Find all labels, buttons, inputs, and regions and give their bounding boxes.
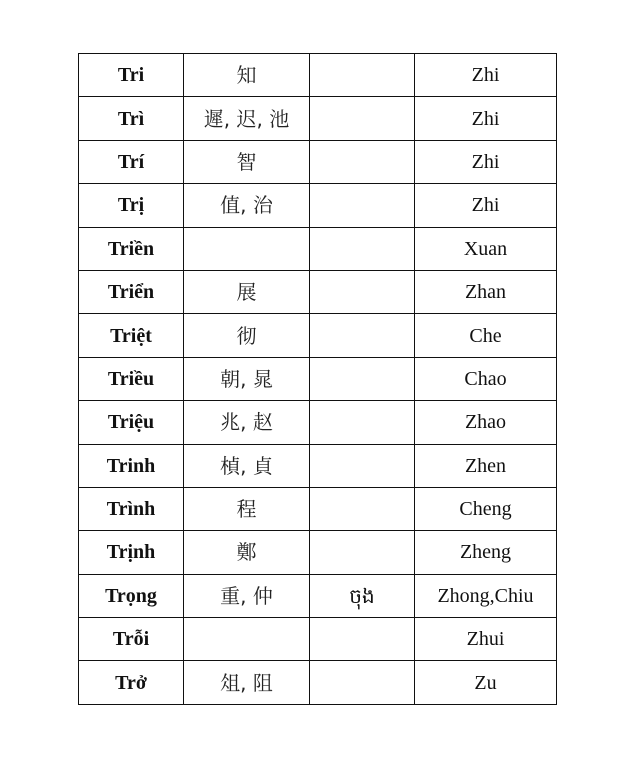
vietnamese-cell: Trình bbox=[79, 487, 184, 530]
vietnamese-cell: Triển bbox=[79, 270, 184, 313]
table-row bbox=[79, 54, 557, 97]
khmer-cell bbox=[310, 54, 415, 97]
chinese-character-cell: 遲, 迟, 池 bbox=[184, 97, 310, 140]
table-row bbox=[79, 270, 557, 313]
vietnamese-cell: Trọng bbox=[79, 574, 184, 617]
vietnamese-cell: Trị bbox=[79, 184, 184, 227]
khmer-cell bbox=[310, 227, 415, 270]
khmer-cell bbox=[310, 140, 415, 183]
khmer-cell bbox=[310, 184, 415, 227]
vietnamese-cell: Triền bbox=[79, 227, 184, 270]
pinyin-cell: Xuan bbox=[415, 227, 557, 270]
table-row bbox=[79, 487, 557, 530]
chinese-character-cell: 兆, 赵 bbox=[184, 401, 310, 444]
khmer-cell bbox=[310, 97, 415, 140]
table-row bbox=[79, 97, 557, 140]
vietnamese-cell: Triệu bbox=[79, 401, 184, 444]
chinese-character-cell: 鄭 bbox=[184, 531, 310, 574]
pinyin-cell: Zhi bbox=[415, 97, 557, 140]
chinese-character-cell: 值, 治 bbox=[184, 184, 310, 227]
table-row bbox=[79, 357, 557, 400]
table-row bbox=[79, 140, 557, 183]
khmer-cell bbox=[310, 270, 415, 313]
table-row bbox=[79, 314, 557, 357]
khmer-cell bbox=[310, 661, 415, 704]
vietnamese-cell: Trí bbox=[79, 140, 184, 183]
pinyin-cell: Zhui bbox=[415, 618, 557, 661]
table-row bbox=[79, 661, 557, 704]
chinese-character-cell: 知 bbox=[184, 54, 310, 97]
vietnamese-cell: Trịnh bbox=[79, 531, 184, 574]
chinese-character-cell: 程 bbox=[184, 487, 310, 530]
chinese-character-cell: 彻 bbox=[184, 314, 310, 357]
chinese-character-cell: 朝, 晁 bbox=[184, 357, 310, 400]
khmer-cell bbox=[310, 357, 415, 400]
pinyin-cell: Zhi bbox=[415, 54, 557, 97]
pinyin-cell: Zhen bbox=[415, 444, 557, 487]
table-row bbox=[79, 531, 557, 574]
pinyin-cell: Che bbox=[415, 314, 557, 357]
pinyin-cell: Zu bbox=[415, 661, 557, 704]
chinese-character-cell: 俎, 阻 bbox=[184, 661, 310, 704]
table-row bbox=[79, 401, 557, 444]
vietnamese-cell: Trỗi bbox=[79, 618, 184, 661]
vietnamese-cell: Triệt bbox=[79, 314, 184, 357]
vietnamese-cell: Trinh bbox=[79, 444, 184, 487]
pinyin-cell: Zhan bbox=[415, 270, 557, 313]
vietnamese-cell: Trì bbox=[79, 97, 184, 140]
lexicon-table-body bbox=[79, 54, 557, 705]
vietnamese-cell: Tri bbox=[79, 54, 184, 97]
pinyin-cell: Chao bbox=[415, 357, 557, 400]
chinese-character-cell: 重, 仲 bbox=[184, 574, 310, 617]
table-row bbox=[79, 227, 557, 270]
khmer-cell bbox=[310, 487, 415, 530]
chinese-character-cell bbox=[184, 618, 310, 661]
table-row bbox=[79, 574, 557, 617]
pinyin-cell: Zhi bbox=[415, 184, 557, 227]
khmer-cell bbox=[310, 444, 415, 487]
pinyin-cell: Zhao bbox=[415, 401, 557, 444]
pinyin-cell: Cheng bbox=[415, 487, 557, 530]
khmer-cell bbox=[310, 314, 415, 357]
khmer-cell bbox=[310, 618, 415, 661]
vietnamese-cell: Trở bbox=[79, 661, 184, 704]
khmer-cell bbox=[310, 401, 415, 444]
chinese-character-cell: 楨, 貞 bbox=[184, 444, 310, 487]
pinyin-cell: Zheng bbox=[415, 531, 557, 574]
table-row bbox=[79, 184, 557, 227]
lexicon-table bbox=[78, 53, 557, 705]
table-row bbox=[79, 618, 557, 661]
chinese-character-cell: 展 bbox=[184, 270, 310, 313]
chinese-character-cell bbox=[184, 227, 310, 270]
pinyin-cell: Zhi bbox=[415, 140, 557, 183]
pinyin-cell: Zhong,Chiu bbox=[415, 574, 557, 617]
khmer-cell bbox=[310, 531, 415, 574]
khmer-cell: ចុង bbox=[310, 574, 415, 617]
vietnamese-cell: Triều bbox=[79, 357, 184, 400]
chinese-character-cell: 智 bbox=[184, 140, 310, 183]
table-row bbox=[79, 444, 557, 487]
